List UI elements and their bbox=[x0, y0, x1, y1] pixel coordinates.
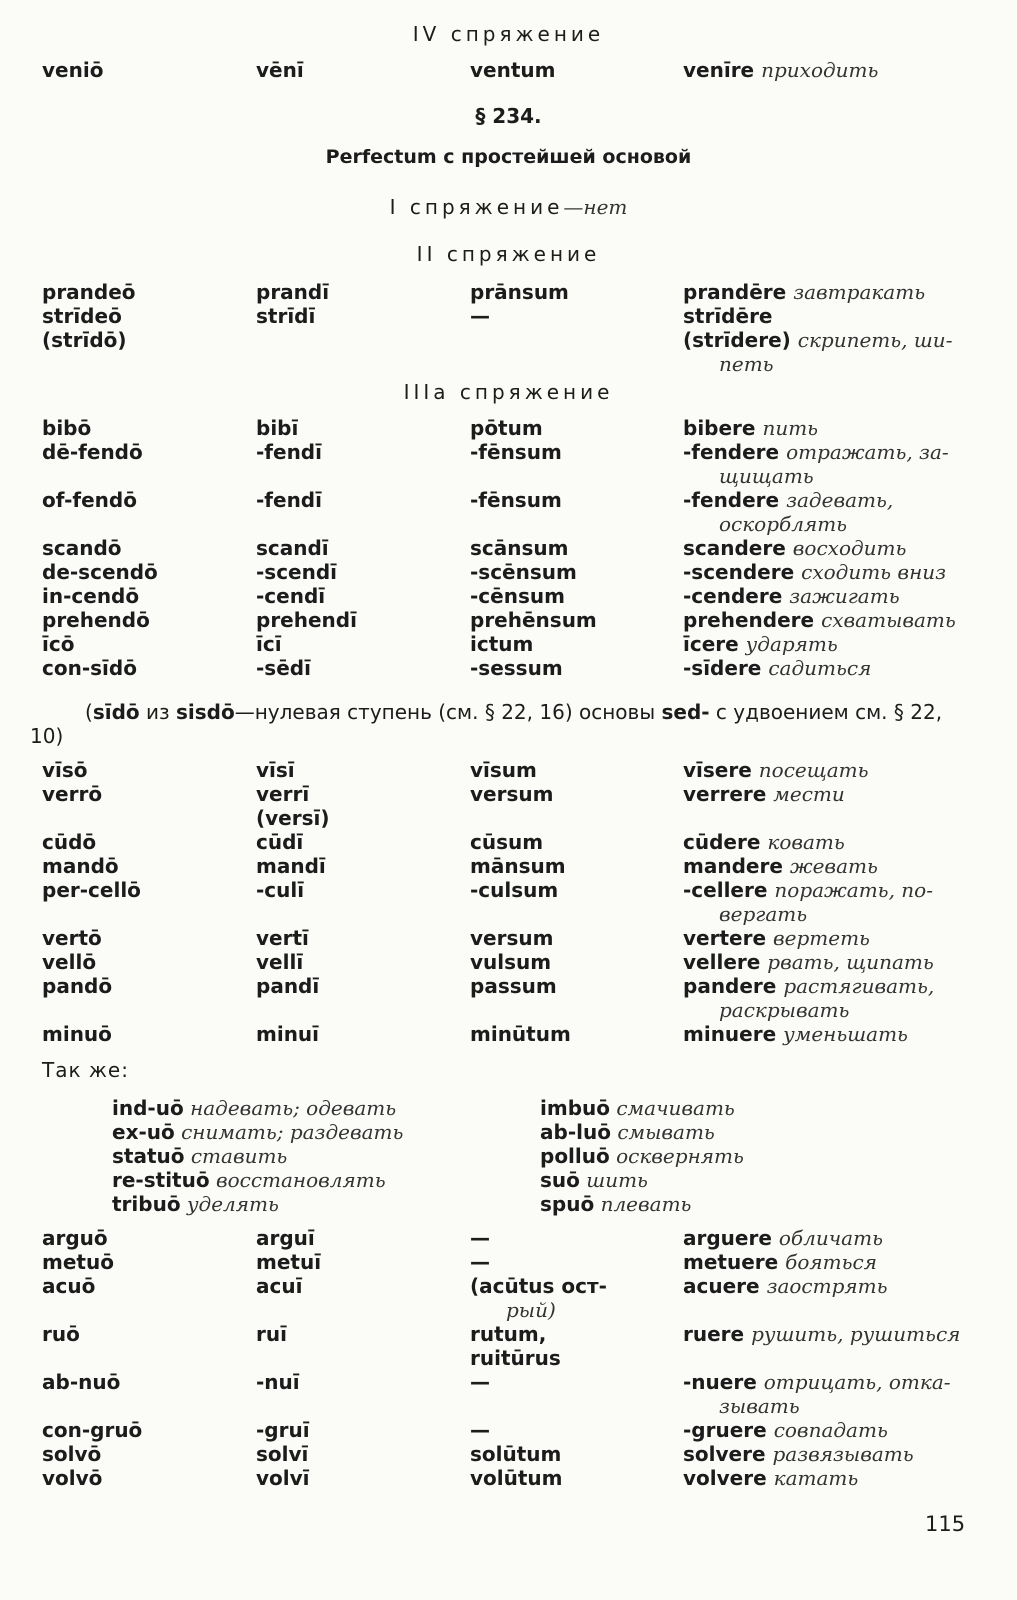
present-form: mandō bbox=[42, 854, 119, 878]
infinitive-form: solvere развязывать bbox=[683, 1442, 914, 1466]
infinitive-form: -nuere отрицать, отка- зывать bbox=[683, 1370, 951, 1418]
infinitive-form: -sīdere садиться bbox=[683, 656, 872, 680]
present-form: īcō bbox=[42, 632, 75, 656]
present-form: arguō bbox=[42, 1226, 108, 1250]
infinitive-form: pandere растягивать, раскрывать bbox=[683, 974, 935, 1022]
infinitive-form: minuere уменьшать bbox=[683, 1022, 908, 1046]
perfect-form: (versī) bbox=[256, 806, 330, 830]
meaning: уменьшать bbox=[783, 1022, 908, 1046]
perfect-form: volvī bbox=[256, 1466, 310, 1490]
section-subtitle: Perfectum с простейшей основой bbox=[325, 146, 692, 168]
present-form: prehendō bbox=[42, 608, 150, 632]
perfect-form: prandī bbox=[256, 280, 330, 304]
supine-form: minūtum bbox=[470, 1022, 571, 1046]
infinitive-form: prandēre завтракать bbox=[683, 280, 926, 304]
infinitive-form: metuere бояться bbox=[683, 1250, 877, 1274]
infinitive-form: verrere мести bbox=[683, 782, 845, 806]
supine-form: pōtum bbox=[470, 416, 543, 440]
supine-form: — bbox=[470, 1418, 490, 1442]
meaning: отрицать, отка- bbox=[763, 1370, 951, 1394]
also-list-left bbox=[112, 1096, 403, 1216]
present-form: vellō bbox=[42, 950, 97, 974]
perfect-form: -fendī bbox=[256, 488, 322, 512]
present-form: volvō bbox=[42, 1466, 103, 1490]
meaning: задевать, bbox=[786, 488, 894, 512]
list-item: imbuō смачивать bbox=[540, 1096, 735, 1120]
perfect-form: -sēdī bbox=[256, 656, 311, 680]
perfect-form: -scendī bbox=[256, 560, 338, 584]
infinitive-form: -scendere сходить вниз bbox=[683, 560, 947, 584]
perfect-form: strīdī bbox=[256, 304, 316, 328]
present-form: pandō bbox=[42, 974, 113, 998]
supine-form: — bbox=[470, 1226, 490, 1250]
also-label: Так же: bbox=[42, 1058, 129, 1082]
meaning: поражать, по- bbox=[774, 878, 933, 902]
list-item: re-stituō восстановлять bbox=[112, 1168, 386, 1192]
meaning: зажигать bbox=[789, 584, 900, 608]
list-item: tribuō уделять bbox=[112, 1192, 279, 1216]
page-number: 115 bbox=[925, 1512, 966, 1536]
infinitive-form: -cendere зажигать bbox=[683, 584, 900, 608]
list-item: ex-uō снимать; раздевать bbox=[112, 1120, 404, 1144]
perfect-form: prehendī bbox=[256, 608, 357, 632]
supine-form: -culsum bbox=[470, 878, 559, 902]
present-form: in-cendō bbox=[42, 584, 140, 608]
supine-form: -fēnsum bbox=[470, 440, 562, 464]
supine-form: cūsum bbox=[470, 830, 544, 854]
also-list-right bbox=[540, 1096, 744, 1216]
supine-form: -sessum bbox=[470, 656, 563, 680]
supine-form: prehēnsum bbox=[470, 608, 597, 632]
meaning: ковать bbox=[767, 830, 845, 854]
meaning: пить bbox=[762, 416, 819, 440]
perfect-form: -gruī bbox=[256, 1418, 310, 1442]
present-form: minuō bbox=[42, 1022, 112, 1046]
meaning: приходить bbox=[761, 58, 879, 82]
perfect-form: -nuī bbox=[256, 1370, 300, 1394]
supine-form: — bbox=[470, 1250, 490, 1274]
meaning: бояться bbox=[785, 1250, 877, 1274]
present-form: metuō bbox=[42, 1250, 114, 1274]
meaning: рвать, щипать bbox=[767, 950, 934, 974]
meaning: совпадать bbox=[773, 1418, 888, 1442]
supine-form: — bbox=[470, 1370, 490, 1394]
meaning: заострять bbox=[766, 1274, 888, 1298]
present-form: acuō bbox=[42, 1274, 96, 1298]
present-form: veniō bbox=[42, 58, 104, 82]
present-form: con-gruō bbox=[42, 1418, 143, 1442]
present-form: strīdeō bbox=[42, 304, 122, 328]
meaning: посещать bbox=[758, 758, 869, 782]
meaning: отражать, за- bbox=[786, 440, 949, 464]
infinitive-form: acuere заострять bbox=[683, 1274, 888, 1298]
list-item: ind-uō надевать; одевать bbox=[112, 1096, 397, 1120]
present-form: con-sīdō bbox=[42, 656, 137, 680]
meaning: скрипеть, ши- bbox=[797, 328, 953, 352]
present-form: vīsō bbox=[42, 758, 88, 782]
heading-iv-conjugation: IV спряжение bbox=[412, 22, 605, 46]
supine-form: versum bbox=[470, 926, 554, 950]
perfect-form: pandī bbox=[256, 974, 320, 998]
list-item: suō шить bbox=[540, 1168, 648, 1192]
perfect-form: ruī bbox=[256, 1322, 287, 1346]
meaning: сходить вниз bbox=[801, 560, 947, 584]
perfect-form: īcī bbox=[256, 632, 282, 656]
perfect-form: verrī bbox=[256, 782, 310, 806]
present-form: vertō bbox=[42, 926, 102, 950]
meaning: ударять bbox=[745, 632, 838, 656]
note-paragraph: (sīdō из sisdō—нулевая ступень (см. § 22, 16) основы sed- с удвоением см. § 22, 10) bbox=[30, 700, 943, 748]
perfect-form: metuī bbox=[256, 1250, 322, 1274]
meaning: рушить, рушиться bbox=[751, 1322, 961, 1346]
infinitive-form: -cellere поражать, по- вергать bbox=[683, 878, 933, 926]
present-form: ab-nuō bbox=[42, 1370, 121, 1394]
infinitive-form: bibere пить bbox=[683, 416, 819, 440]
present-form: ruō bbox=[42, 1322, 80, 1346]
perfect-form: -culī bbox=[256, 878, 305, 902]
perfect-form: -cendī bbox=[256, 584, 326, 608]
heading-iiia-conjugation: IIIa спряжение bbox=[403, 380, 614, 404]
list-item: spuō плевать bbox=[540, 1192, 692, 1216]
perfect-form: acuī bbox=[256, 1274, 303, 1298]
infinitive-form: vellere рвать, щипать bbox=[683, 950, 934, 974]
present-form: (strīdō) bbox=[42, 328, 127, 352]
infinitive-form: scandere восходить bbox=[683, 536, 907, 560]
list-item: polluō осквернять bbox=[540, 1144, 744, 1168]
meaning: мести bbox=[773, 782, 845, 806]
infinitive-form: vīsere посещать bbox=[683, 758, 869, 782]
supine-form: mānsum bbox=[470, 854, 566, 878]
infinitive-form: vertere вертеть bbox=[683, 926, 870, 950]
perfect-form: scandī bbox=[256, 536, 329, 560]
supine-form: (acūtus ост- рый) bbox=[470, 1274, 607, 1322]
supine-form: rutum, ruitūrus bbox=[470, 1322, 561, 1370]
infinitive-form: venīre приходить bbox=[683, 58, 879, 82]
infinitive-form: strīdēre bbox=[683, 304, 773, 328]
perfect-form: mandī bbox=[256, 854, 326, 878]
present-form: bibō bbox=[42, 416, 92, 440]
infinitive-form: īcere ударять bbox=[683, 632, 838, 656]
meaning: завтракать bbox=[793, 280, 926, 304]
perfect-form: vēnī bbox=[256, 58, 304, 82]
infinitive-form: mandere жевать bbox=[683, 854, 878, 878]
supine-form: passum bbox=[470, 974, 557, 998]
infinitive-form: (strīdere) скрипеть, ши- петь bbox=[683, 328, 953, 376]
present-form: scandō bbox=[42, 536, 122, 560]
present-form: solvō bbox=[42, 1442, 102, 1466]
present-form: prandeō bbox=[42, 280, 136, 304]
heading-ii-conjugation: II спряжение bbox=[416, 242, 601, 266]
heading-i-conjugation: I спряжение—нет bbox=[389, 195, 628, 219]
supine-form: volūtum bbox=[470, 1466, 563, 1490]
perfect-form: vertī bbox=[256, 926, 309, 950]
meaning: садиться bbox=[768, 656, 872, 680]
perfect-form: -fendī bbox=[256, 440, 322, 464]
perfect-form: vellī bbox=[256, 950, 304, 974]
meaning: обличать bbox=[778, 1226, 883, 1250]
list-item: statuō ставить bbox=[112, 1144, 288, 1168]
meaning: развязывать bbox=[772, 1442, 914, 1466]
supine-form: prānsum bbox=[470, 280, 569, 304]
present-form: de-scendō bbox=[42, 560, 158, 584]
supine-form: scānsum bbox=[470, 536, 569, 560]
present-form: dē-fendō bbox=[42, 440, 143, 464]
meaning: вертеть bbox=[773, 926, 870, 950]
supine-form: -fēnsum bbox=[470, 488, 562, 512]
present-form: verrō bbox=[42, 782, 103, 806]
supine-form: -cēnsum bbox=[470, 584, 565, 608]
perfect-form: minuī bbox=[256, 1022, 320, 1046]
present-form: cūdō bbox=[42, 830, 97, 854]
supine-form: — bbox=[470, 304, 490, 328]
present-form: per-cellō bbox=[42, 878, 141, 902]
infinitive-form: -gruere совпадать bbox=[683, 1418, 888, 1442]
infinitive-form: cūdere ковать bbox=[683, 830, 845, 854]
meaning: восходить bbox=[792, 536, 907, 560]
perfect-form: bibī bbox=[256, 416, 299, 440]
list-item: ab-luō смывать bbox=[540, 1120, 715, 1144]
meaning: жевать bbox=[789, 854, 878, 878]
infinitive-form: -fendere отражать, за- щищать bbox=[683, 440, 949, 488]
infinitive-form: ruere рушить, рушиться bbox=[683, 1322, 961, 1346]
perfect-form: arguī bbox=[256, 1226, 315, 1250]
supine-form: ventum bbox=[470, 58, 556, 82]
infinitive-form: prehendere схватывать bbox=[683, 608, 956, 632]
infinitive-form: -fendere задевать, оскорблять bbox=[683, 488, 894, 536]
section-number: § 234. bbox=[475, 104, 542, 128]
supine-form: solūtum bbox=[470, 1442, 562, 1466]
infinitive-form: volvere катать bbox=[683, 1466, 859, 1490]
supine-form: ictum bbox=[470, 632, 534, 656]
present-form: of-fendō bbox=[42, 488, 137, 512]
perfect-form: cūdī bbox=[256, 830, 304, 854]
supine-form: vīsum bbox=[470, 758, 537, 782]
supine-form: versum bbox=[470, 782, 554, 806]
supine-form: -scēnsum bbox=[470, 560, 577, 584]
infinitive-form: arguere обличать bbox=[683, 1226, 883, 1250]
meaning: схватывать bbox=[821, 608, 956, 632]
supine-form: vulsum bbox=[470, 950, 552, 974]
perfect-form: vīsī bbox=[256, 758, 295, 782]
perfect-form: solvī bbox=[256, 1442, 309, 1466]
meaning: растягивать, bbox=[783, 974, 935, 998]
meaning: катать bbox=[773, 1466, 859, 1490]
